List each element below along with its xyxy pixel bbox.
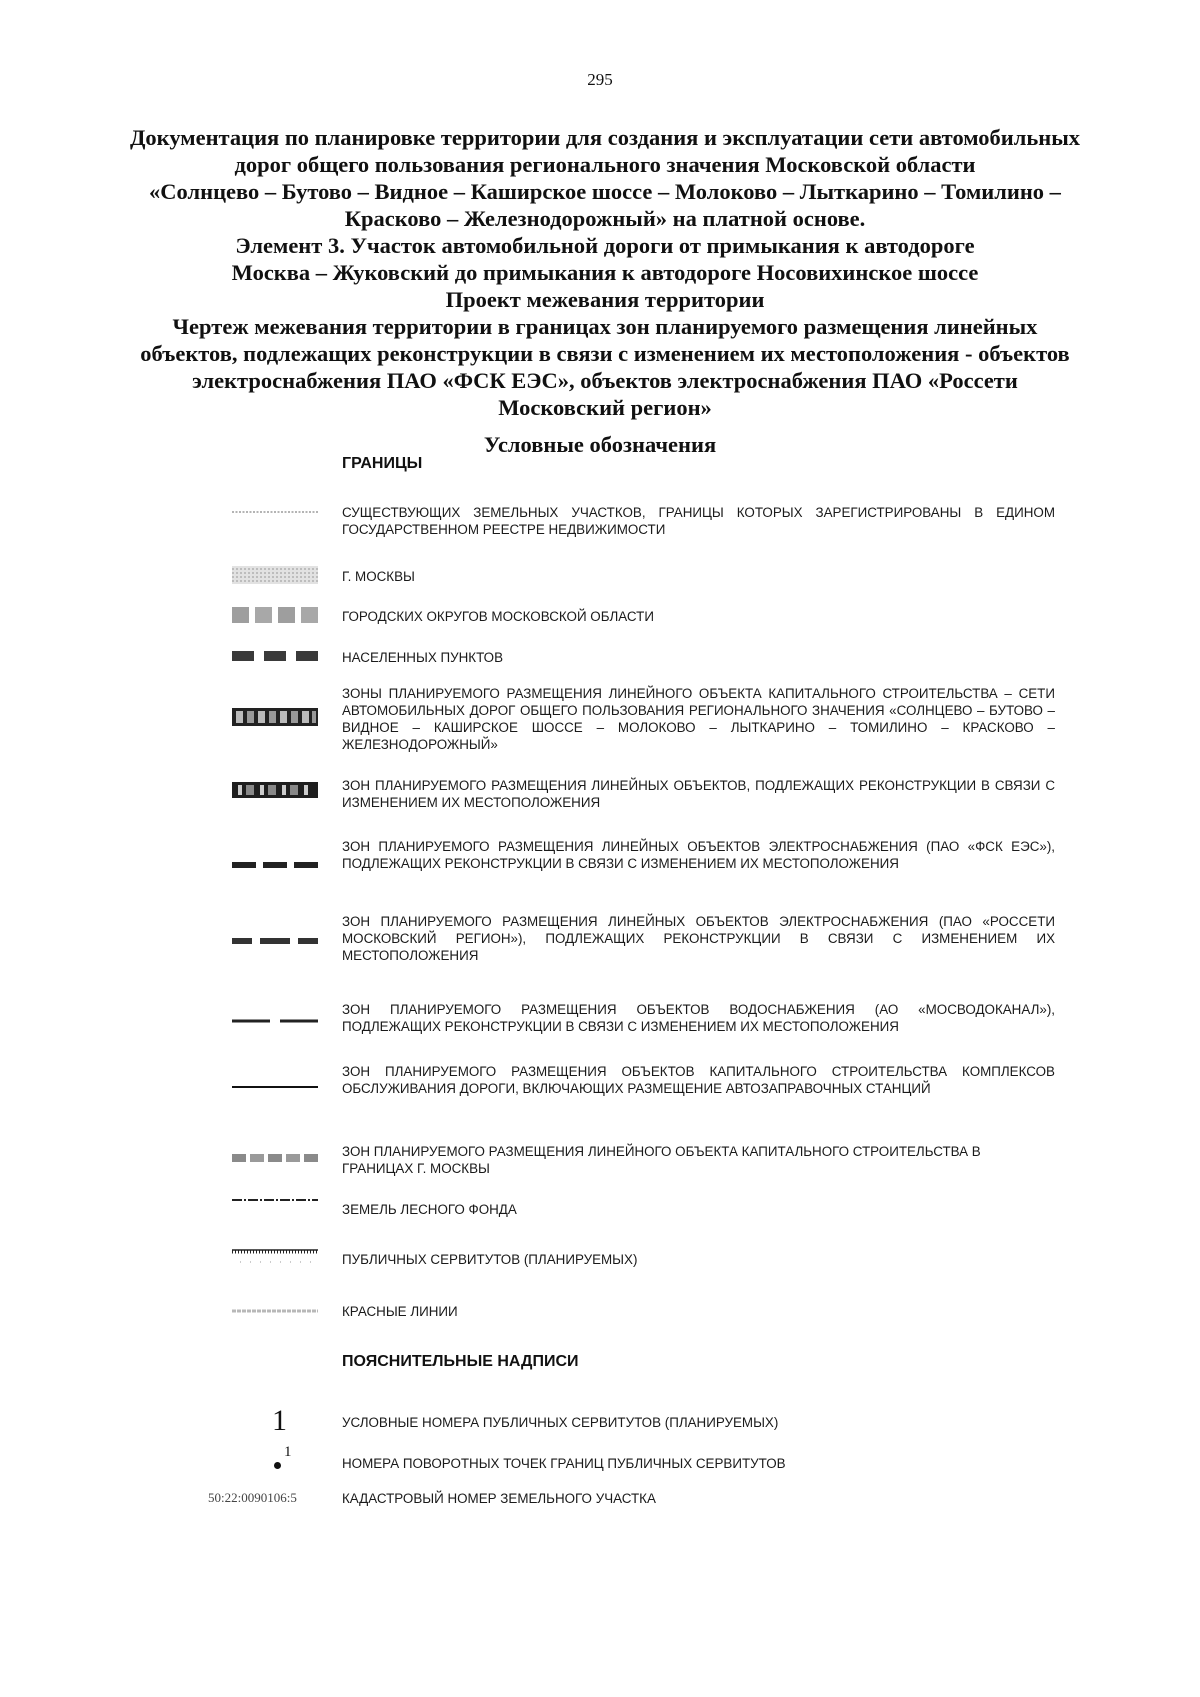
faint-line-symbol — [232, 1308, 318, 1314]
gray-hatched-band-symbol — [232, 564, 318, 586]
title-line: объектов, подлежащих реконструкции в связи с изменением их местоположения - объектов — [140, 341, 1070, 366]
legend-item-text: ЗОН ПЛАНИРУЕМОГО РАЗМЕЩЕНИЯ ОБЪЕКТОВ КАПИТАЛЬНОГО СТРОИТЕЛЬСТВА КОМПЛЕКСОВ ОБСЛУЖИВАНИЯ ДОРОГИ, ВКЛЮЧАЮЩИХ РАЗМЕЩЕНИЕ АВТОЗАПРАВОЧНЫХ СТАНЦИЙ — [342, 1064, 1055, 1096]
title-line: «Солнцево – Бутово – Видное – Каширское шоссе – Молоково – Лыткарино – Томилино – — [149, 179, 1061, 204]
gray-dashed-blocks-symbol — [232, 605, 318, 625]
legend-item-text: Г. МОСКВЫ — [342, 569, 415, 584]
servitude-number-sample: 1 — [272, 1404, 287, 1437]
title-line: дорог общего пользования регионального значения Московской области — [234, 152, 976, 177]
legend-item-text: ЗОН ПЛАНИРУЕМОГО РАЗМЕЩЕНИЯ ЛИНЕЙНЫХ ОБЪЕКТОВ, ПОДЛЕЖАЩИХ РЕКОНСТРУКЦИИ В СВЯЗИ С ИЗМЕНЕНИЕМ ИХ МЕСТОПОЛОЖЕНИЯ — [342, 778, 1055, 810]
title-line: электроснабжения ПАО «ФСК ЕЭС», объектов электроснабжения ПАО «Россети — [192, 368, 1018, 393]
turning-point-dot — [274, 1462, 281, 1469]
turning-point-label: 1 — [284, 1444, 292, 1460]
legend-item-text: КРАСНЫЕ ЛИНИИ — [342, 1304, 458, 1319]
legend-item-text: НАСЕЛЕННЫХ ПУНКТОВ — [342, 650, 504, 665]
solid-line-symbol — [232, 1085, 318, 1089]
legend-item-text: ЗЕМЕЛЬ ЛЕСНОГО ФОНДА — [342, 1202, 517, 1217]
dashed-thick-rosseti-symbol — [232, 937, 318, 945]
page-number: 295 — [587, 70, 613, 89]
title-line: Красково – Железнодорожный» на платной основе. — [344, 206, 866, 231]
thin-dotted-line-symbol — [232, 510, 318, 514]
boundaries-heading: ГРАНИЦЫ — [342, 455, 423, 472]
legend-item-text: ЗОН ПЛАНИРУЕМОГО РАЗМЕЩЕНИЯ ЛИНЕЙНЫХ ОБЪЕКТОВ ЭЛЕКТРОСНАБЖЕНИЯ (ПАО «РОССЕТИ МОСКОВСКИЙ РЕГИОН»), ПОДЛЕЖАЩИХ РЕКОНСТРУКЦИИ В СВЯЗИ С ИЗМЕНЕНИЕМ ИХ МЕСТОПОЛОЖЕНИЯ — [342, 914, 1055, 963]
title-line: Документация по планировке территории для создания и эксплуатации сети автомобильных — [129, 125, 1081, 150]
note-text: УСЛОВНЫЕ НОМЕРА ПУБЛИЧНЫХ СЕРВИТУТОВ (ПЛАНИРУЕМЫХ) — [342, 1415, 779, 1430]
legend-item-text: ГОРОДСКИХ ОКРУГОВ МОСКОВСКОЙ ОБЛАСТИ — [342, 609, 654, 624]
title-line: Элемент 3. Участок автомобильной дороги от примыкания к автодороге — [235, 233, 975, 258]
comb-line-symbol — [232, 1248, 318, 1268]
note-text: НОМЕРА ПОВОРОТНЫХ ТОЧЕК ГРАНИЦ ПУБЛИЧНЫХ СЕРВИТУТОВ — [342, 1456, 786, 1471]
legend-item-text: ПУБЛИЧНЫХ СЕРВИТУТОВ (ПЛАНИРУЕМЫХ) — [342, 1252, 638, 1267]
title-line: Проект межевания территории — [445, 287, 765, 312]
legend-title: Условные обозначения — [483, 432, 717, 457]
segmented-bar-symbol — [232, 708, 318, 726]
long-dashed-line-symbol — [232, 1018, 318, 1024]
legend-item-text: СУЩЕСТВУЮЩИХ ЗЕМЕЛЬНЫХ УЧАСТКОВ, ГРАНИЦЫ КОТОРЫХ ЗАРЕГИСТРИРОВАНЫ В ЕДИНОМ ГОСУДАРСТВЕННОМ РЕЕСТРЕ НЕДВИЖИМОСТИ — [342, 505, 1055, 537]
legend-item-text: ЗОН ПЛАНИРУЕМОГО РАЗМЕЩЕНИЯ ЛИНЕЙНОГО ОБЪЕКТА КАПИТАЛЬНОГО СТРОИТЕЛЬСТВА В ГРАНИЦАХ Г. МОСКВЫ — [342, 1144, 981, 1176]
legend-item-text: ЗОН ПЛАНИРУЕМОГО РАЗМЕЩЕНИЯ ОБЪЕКТОВ ВОДОСНАБЖЕНИЯ (АО «МОСВОДОКАНАЛ»), ПОДЛЕЖАЩИХ РЕКОНСТРУКЦИИ В СВЯЗИ С ИЗМЕНЕНИЕМ ИХ МЕСТОПОЛОЖЕНИЯ — [342, 1002, 1055, 1034]
dark-dashed-blocks-symbol — [232, 649, 318, 663]
segmented-bar-alt-symbol — [232, 782, 318, 798]
title-line: Московский регион» — [498, 395, 712, 420]
notes-heading: ПОЯСНИТЕЛЬНЫЕ НАДПИСИ — [342, 1353, 579, 1370]
document-title — [95, 124, 1115, 421]
dash-dot-line-symbol — [232, 1197, 318, 1203]
legend-item-text: ЗОНЫ ПЛАНИРУЕМОГО РАЗМЕЩЕНИЯ ЛИНЕЙНОГО ОБЪЕКТА КАПИТАЛЬНОГО СТРОИТЕЛЬСТВА – СЕТИ АВТОМОБИЛЬНЫХ ДОРОГ ОБЩЕГО ПОЛЬЗОВАНИЯ РЕГИОНАЛЬНОГО ЗНАЧЕНИЯ «СОЛНЦЕВО – БУТОВО – ВИДНОЕ – КАШИРСКОЕ ШОССЕ – МОЛОКОВО – ЛЫТКАРИНО – ТОМИЛИНО – КРАСКОВО – ЖЕЛЕЗНОДОРОЖНЫЙ» — [342, 686, 1055, 752]
gray-small-blocks-symbol — [232, 1153, 318, 1163]
legend-item-text: ЗОН ПЛАНИРУЕМОГО РАЗМЕЩЕНИЯ ЛИНЕЙНЫХ ОБЪЕКТОВ ЭЛЕКТРОСНАБЖЕНИЯ (ПАО «ФСК ЕЭС»), ПОДЛЕЖАЩИХ РЕКОНСТРУКЦИИ В СВЯЗИ С ИЗМЕНЕНИЕМ ИХ МЕСТОПОЛОЖЕНИЯ — [342, 839, 1055, 871]
note-text: КАДАСТРОВЫЙ НОМЕР ЗЕМЕЛЬНОГО УЧАСТКА — [342, 1491, 656, 1506]
cadastral-number-sample: 50:22:0090106:5 — [208, 1490, 297, 1505]
title-line: Чертеж межевания территории в границах зон планируемого размещения линейных — [172, 314, 1038, 339]
dashed-thick-fsk-symbol — [232, 861, 318, 869]
title-line: Москва – Жуковский до примыкания к автодороге Носовихинское шоссе — [231, 260, 979, 285]
